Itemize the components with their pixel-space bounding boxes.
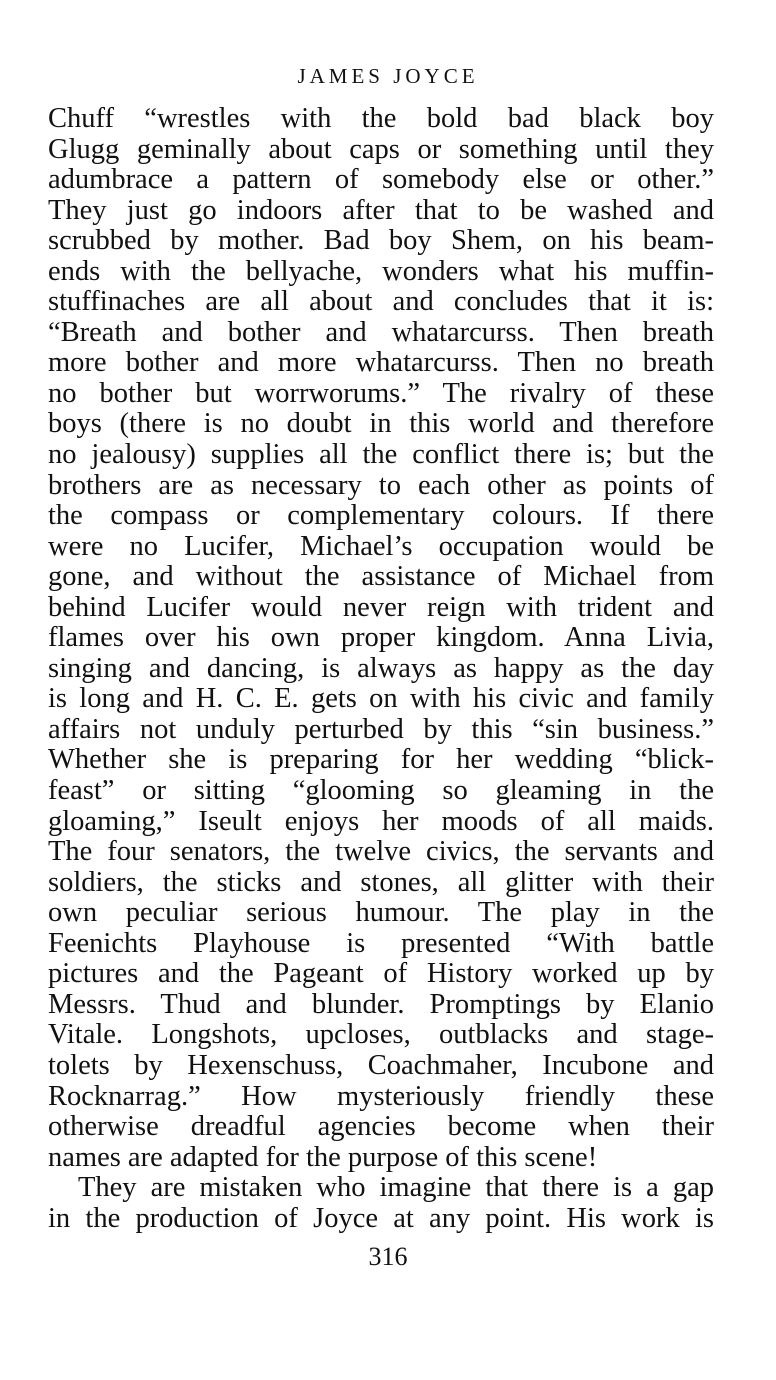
paragraph (48, 104, 714, 1173)
text-line: flames over his own proper kingdom. Anna Livia, (48, 622, 714, 654)
page-number: 316 (368, 1242, 408, 1271)
text-line: brothers are as necessary to each other as points of (48, 469, 714, 501)
text-line: gloaming,” Iseult enjoys her moods of all maids. (48, 805, 714, 837)
text-line: They just go indoors after that to be washed and (48, 194, 714, 226)
text-line: gone, and without the assistance of Michael from (48, 561, 714, 593)
paragraph (48, 1173, 714, 1234)
text-line: more bother and more whatarcurss. Then no breath (48, 347, 714, 379)
text-line: were no Lucifer, Michael’s occupation would be (48, 530, 714, 562)
text-line: The four senators, the twelve civics, the servants and (48, 836, 714, 868)
text-line: Whether she is preparing for her wedding “blick- (48, 744, 714, 776)
text-line: own peculiar serious humour. The play in the (48, 897, 714, 929)
text-line: tolets by Hexenschuss, Coachmaher, Incubone and (48, 1049, 714, 1081)
text-line: Feenichts Playhouse is presented “With battle (48, 927, 714, 959)
text-line: no bother but worrworums.” The rivalry of these (48, 377, 714, 409)
text-line: They are mistaken who imagine that there is a gap (78, 1172, 714, 1204)
running-head: JAMES JOYCE (297, 64, 479, 88)
text-line: ends with the bellyache, wonders what his muffin- (48, 255, 714, 287)
text-line: Messrs. Thud and blunder. Promptings by Elanio (48, 988, 714, 1020)
text-line: stuffinaches are all about and concludes that it is: (48, 286, 714, 318)
text-line: the compass or complementary colours. If there (48, 500, 714, 532)
text-line: affairs not unduly perturbed by this “sin business.” (48, 713, 714, 745)
text-line: behind Lucifer would never reign with trident and (48, 591, 714, 623)
text-line: no jealousy) supplies all the conflict there is; but the (48, 439, 714, 471)
text-line: singing and dancing, is always as happy as the day (48, 652, 714, 684)
text-line: pictures and the Pageant of History worked up by (48, 958, 714, 990)
text-line: Rocknarrag.” How mysteriously friendly these (48, 1080, 714, 1112)
text-line: soldiers, the sticks and stones, all glitter with their (48, 866, 714, 898)
text-line: Glugg geminally about caps or something until they (48, 133, 714, 165)
text-line: feast” or sitting “glooming so gleaming in the (48, 775, 714, 807)
body-text (48, 104, 714, 1234)
text-line: scrubbed by mother. Bad boy Shem, on his beam- (48, 225, 714, 257)
text-line: adumbrace a pattern of somebody else or other.” (48, 164, 714, 196)
text-line: in the production of Joyce at any point. His work is (48, 1202, 714, 1234)
text-line: Chuff “wrestles with the bold bad black boy (48, 103, 714, 134)
text-line: names are adapted for the purpose of this scene! (48, 1141, 598, 1173)
text-line: is long and H. C. E. gets on with his civic and family (48, 683, 714, 715)
text-line: Vitale. Longshots, upcloses, outblacks and stage- (48, 1019, 714, 1051)
text-line: otherwise dreadful agencies become when their (48, 1111, 714, 1143)
text-line: boys (there is no doubt in this world and therefore (48, 408, 714, 440)
text-line: “Breath and bother and whatarcurss. Then breath (48, 316, 714, 348)
